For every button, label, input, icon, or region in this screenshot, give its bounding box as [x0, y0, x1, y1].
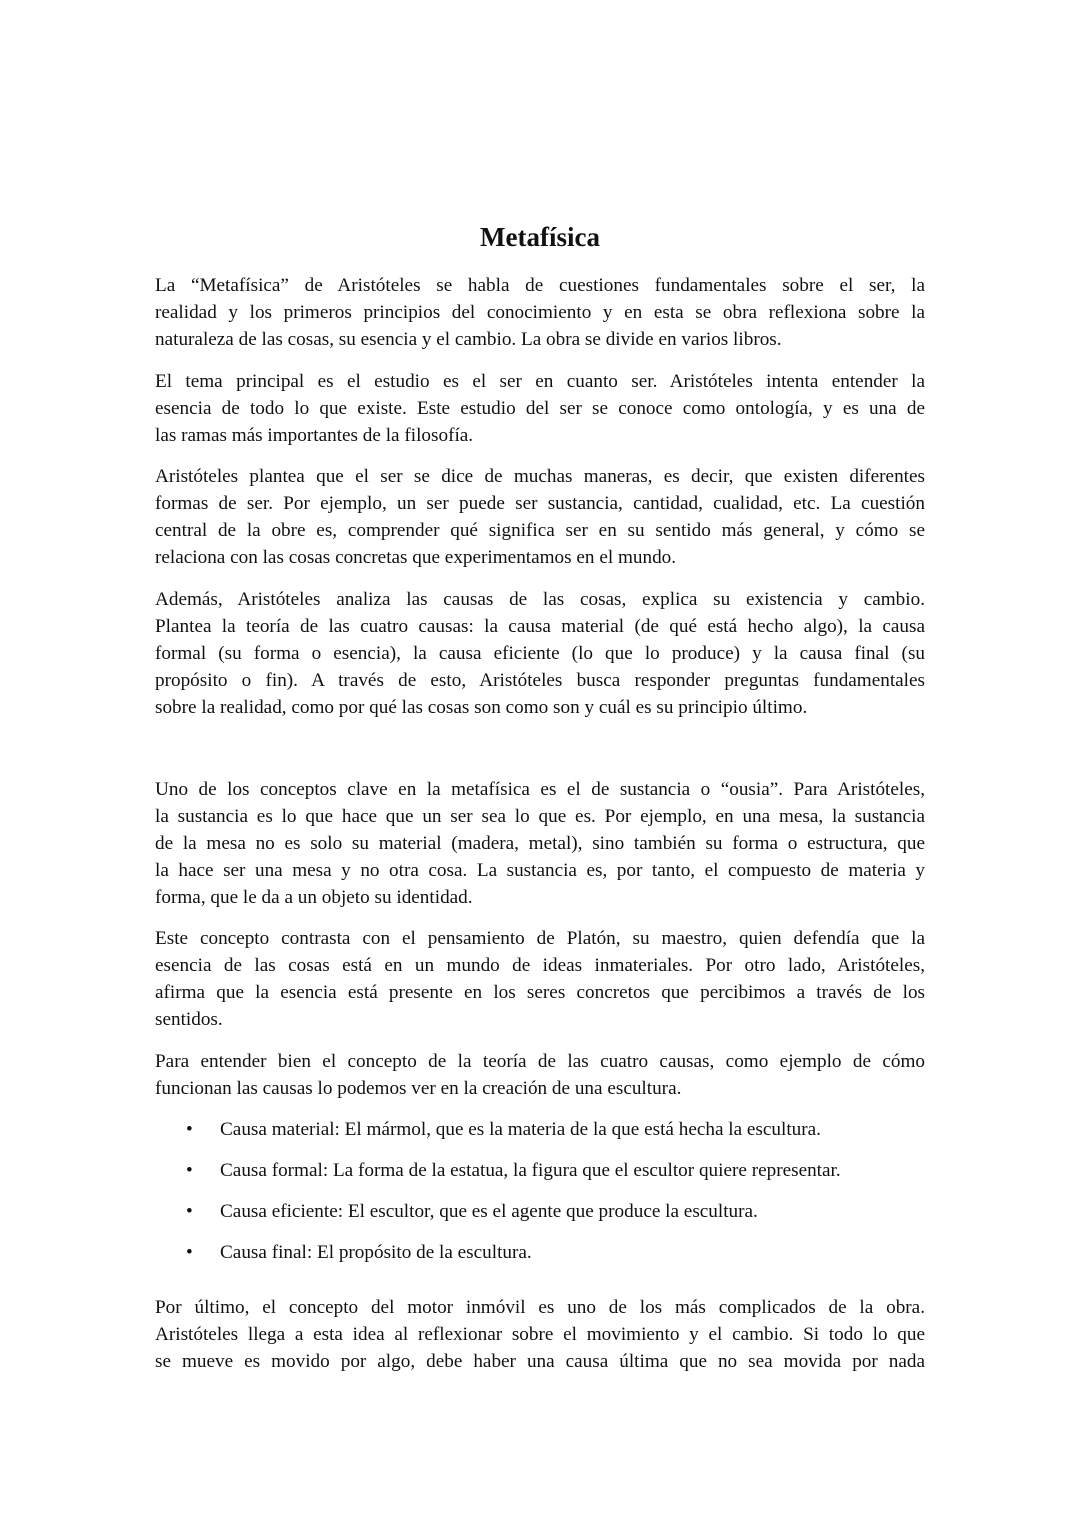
paragraph-line: esencia de todo lo que existe. Este estudio del ser se conoce como ontología, y es una de	[155, 397, 925, 419]
list-item-text: Causa material: El mármol, que es la materia de la que está hecha la escultura.	[220, 1119, 821, 1140]
causes-list	[155, 1116, 925, 1280]
paragraph	[155, 776, 925, 911]
paragraph-line: Para entender bien el concepto de la teoría de las cuatro causas, como ejemplo de cómo	[155, 1050, 925, 1072]
bullet-icon: •	[186, 1201, 193, 1222]
paragraph	[155, 1294, 925, 1375]
bullet-icon: •	[186, 1242, 193, 1263]
paragraph-line: Aristóteles plantea que el ser se dice de muchas maneras, es decir, que existen diferentes	[155, 466, 925, 487]
paragraph-line: Este concepto contrasta con el pensamiento de Platón, su maestro, quien defendía que la	[155, 928, 925, 949]
paragraph-line: la hace ser una mesa y no otra cosa. La sustancia es, por tanto, el compuesto de materia y	[155, 859, 925, 881]
paragraph-line: las ramas más importantes de la filosofía.	[155, 424, 474, 446]
paragraph-line: afirma que la esencia está presente en los seres concretos que percibimos a través de los	[155, 982, 925, 1003]
paragraph-line: Además, Aristóteles analiza las causas de las cosas, explica su existencia y cambio.	[155, 588, 925, 610]
paragraph	[155, 368, 925, 449]
document-body	[155, 272, 925, 1390]
list-item	[155, 1239, 925, 1280]
paragraph-line: funcionan las causas lo podemos ver en la creación de una escultura.	[155, 1077, 682, 1099]
list-item	[155, 1198, 925, 1239]
paragraph-line: central de la obre es, comprender qué significa ser en su sentido más general, y cómo se	[155, 520, 925, 541]
paragraph-line: la sustancia es lo que hace que un ser sea lo que es. Por ejemplo, en una mesa, la sustancia	[155, 805, 925, 827]
bullet-icon: •	[186, 1119, 193, 1140]
document-title: Metafísica	[480, 222, 600, 252]
bullet-icon: •	[186, 1160, 193, 1181]
paragraph-line: realidad y los primeros principios del conocimiento y en esta se obra reflexiona sobre la	[155, 302, 925, 323]
paragraph-line: formas de ser. Por ejemplo, un ser puede ser sustancia, cantidad, cualidad, etc. La cuestión	[155, 493, 925, 514]
paragraph	[155, 925, 925, 1033]
paragraph-line: formal (su forma o esencia), la causa eficiente (lo que lo produce) y la causa final (su	[155, 642, 925, 664]
paragraph-line: relaciona con las cosas concretas que experimentamos en el mundo.	[155, 547, 677, 568]
paragraph-line: se mueve es movido por algo, debe haber una causa última que no sea movida por nada	[155, 1351, 925, 1372]
paragraph	[155, 463, 925, 571]
paragraph	[155, 586, 925, 721]
list-item-text: Causa final: El propósito de la escultura.	[220, 1242, 532, 1263]
paragraph-line: Aristóteles llega a esta idea al reflexionar sobre el movimiento y el cambio. Si todo lo que	[155, 1324, 925, 1345]
paragraph-line: sobre la realidad, como por qué las cosas son como son y cuál es su principio último.	[155, 696, 808, 718]
paragraph-line: Plantea la teoría de las cuatro causas: la causa material (de qué está hecho algo), la causa	[155, 615, 925, 637]
list-item-text: Causa formal: La forma de la estatua, la figura que el escultor quiere representar.	[220, 1160, 841, 1181]
list-item	[155, 1157, 925, 1198]
paragraph	[155, 272, 925, 353]
paragraph	[155, 1048, 925, 1102]
list-item-text: Causa eficiente: El escultor, que es el agente que produce la escultura.	[220, 1201, 758, 1222]
paragraph-line: forma, que le da a un objeto su identidad.	[155, 886, 473, 908]
paragraph-line: La “Metafísica” de Aristóteles se habla de cuestiones fundamentales sobre el ser, la	[155, 275, 925, 296]
paragraph-line: propósito o fin). A través de esto, Aristóteles busca responder preguntas fundamentales	[155, 669, 925, 691]
list-item	[155, 1116, 925, 1157]
paragraph-line: de la mesa no es solo su material (madera, metal), sino también su forma o estructura, que	[155, 832, 925, 854]
paragraph-line: Por último, el concepto del motor inmóvil es uno de los más complicados de la obra.	[155, 1297, 925, 1318]
paragraph-line: Uno de los conceptos clave en la metafísica es el de sustancia o “ousia”. Para Aristóteles,	[155, 778, 925, 800]
paragraph-line: esencia de las cosas está en un mundo de ideas inmateriales. Por otro lado, Aristóteles,	[155, 955, 925, 976]
paragraph-line: naturaleza de las cosas, su esencia y el cambio. La obra se divide en varios libros.	[155, 329, 782, 350]
paragraph-line: El tema principal es el estudio es el ser en cuanto ser. Aristóteles intenta entender la	[155, 370, 925, 392]
paragraph-line: sentidos.	[155, 1009, 223, 1030]
